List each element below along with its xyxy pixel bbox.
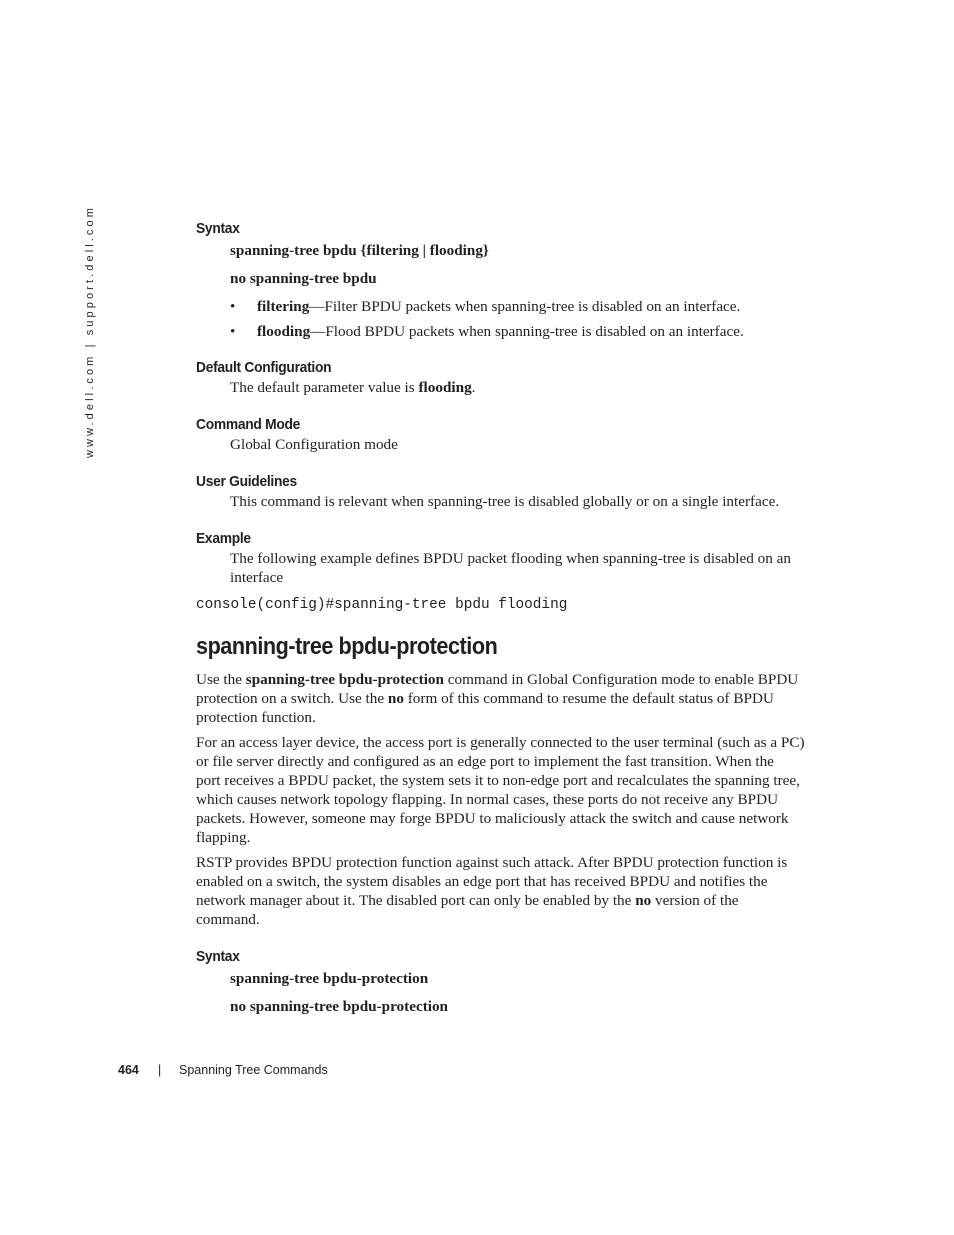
example-code: console(config)#spanning-tree bpdu flooding [196, 597, 568, 613]
example-heading: Example [196, 530, 251, 547]
syntax-line-2: spanning-tree bpdu-protection [230, 970, 429, 987]
description-paragraph-2: For an access layer device, the access port is generally connected to the user terminal (such as a PC) or file server directly and configured as an edge port to implement the fast transition. When the port receives a BPDU packet, the system sets it to non-edge port and recalculates the spanning tree, which causes network topology flapping. In normal cases, these ports do not receive any BPDU packets. However, someone may forge BPDU to maliciously attack the switch and cause network flapping. [196, 734, 805, 846]
command-mode-heading: Command Mode [196, 416, 301, 433]
sidebar-url: www.dell.com | support.dell.com [84, 204, 96, 458]
page-number: 464 [118, 1063, 139, 1077]
syntax-line: spanning-tree bpdu {filtering | flooding} [230, 242, 489, 259]
syntax-heading: Syntax [196, 220, 240, 237]
example-text: The following example defines BPDU packet flooding when spanning-tree is disabled on an interface [230, 550, 791, 586]
syntax-no-line: no spanning-tree bpdu [230, 270, 377, 287]
footer-separator: | [158, 1063, 162, 1077]
description-paragraph-1: Use the spanning-tree bpdu-protection command in Global Configuration mode to enable BPDU protection on a switch. Use the no form of this command to resume the default status of BPDU protection function. [196, 671, 799, 726]
page-content [196, 220, 816, 1016]
bullet-icon: • [230, 298, 236, 315]
default-config-heading: Default Configuration [196, 359, 332, 376]
user-guidelines-heading: User Guidelines [196, 473, 297, 490]
command-mode-text: Global Configuration mode [230, 436, 398, 453]
bullet-icon: • [230, 323, 236, 340]
syntax-no-line-2: no spanning-tree bpdu-protection [230, 998, 449, 1015]
bullet-flooding: • flooding—Flood BPDU packets when spanning-tree is disabled on an interface. [230, 323, 744, 340]
default-config-text: The default parameter value is flooding. [230, 379, 476, 396]
bullet-filtering: • filtering—Filter BPDU packets when spanning-tree is disabled on an interface. [230, 298, 741, 315]
command-title: spanning-tree bpdu-protection [196, 633, 498, 660]
syntax-heading-2: Syntax [196, 948, 240, 965]
description-paragraph-3: RSTP provides BPDU protection function against such attack. After BPDU protection function is enabled on a switch, the system disables an edge port that has received BPDU and notifies the network manager about it. The disabled port can only be enabled by the no version of the command. [196, 854, 788, 928]
user-guidelines-text: This command is relevant when spanning-tree is disabled globally or on a single interface. [230, 493, 780, 510]
chapter-title: Spanning Tree Commands [179, 1063, 328, 1077]
